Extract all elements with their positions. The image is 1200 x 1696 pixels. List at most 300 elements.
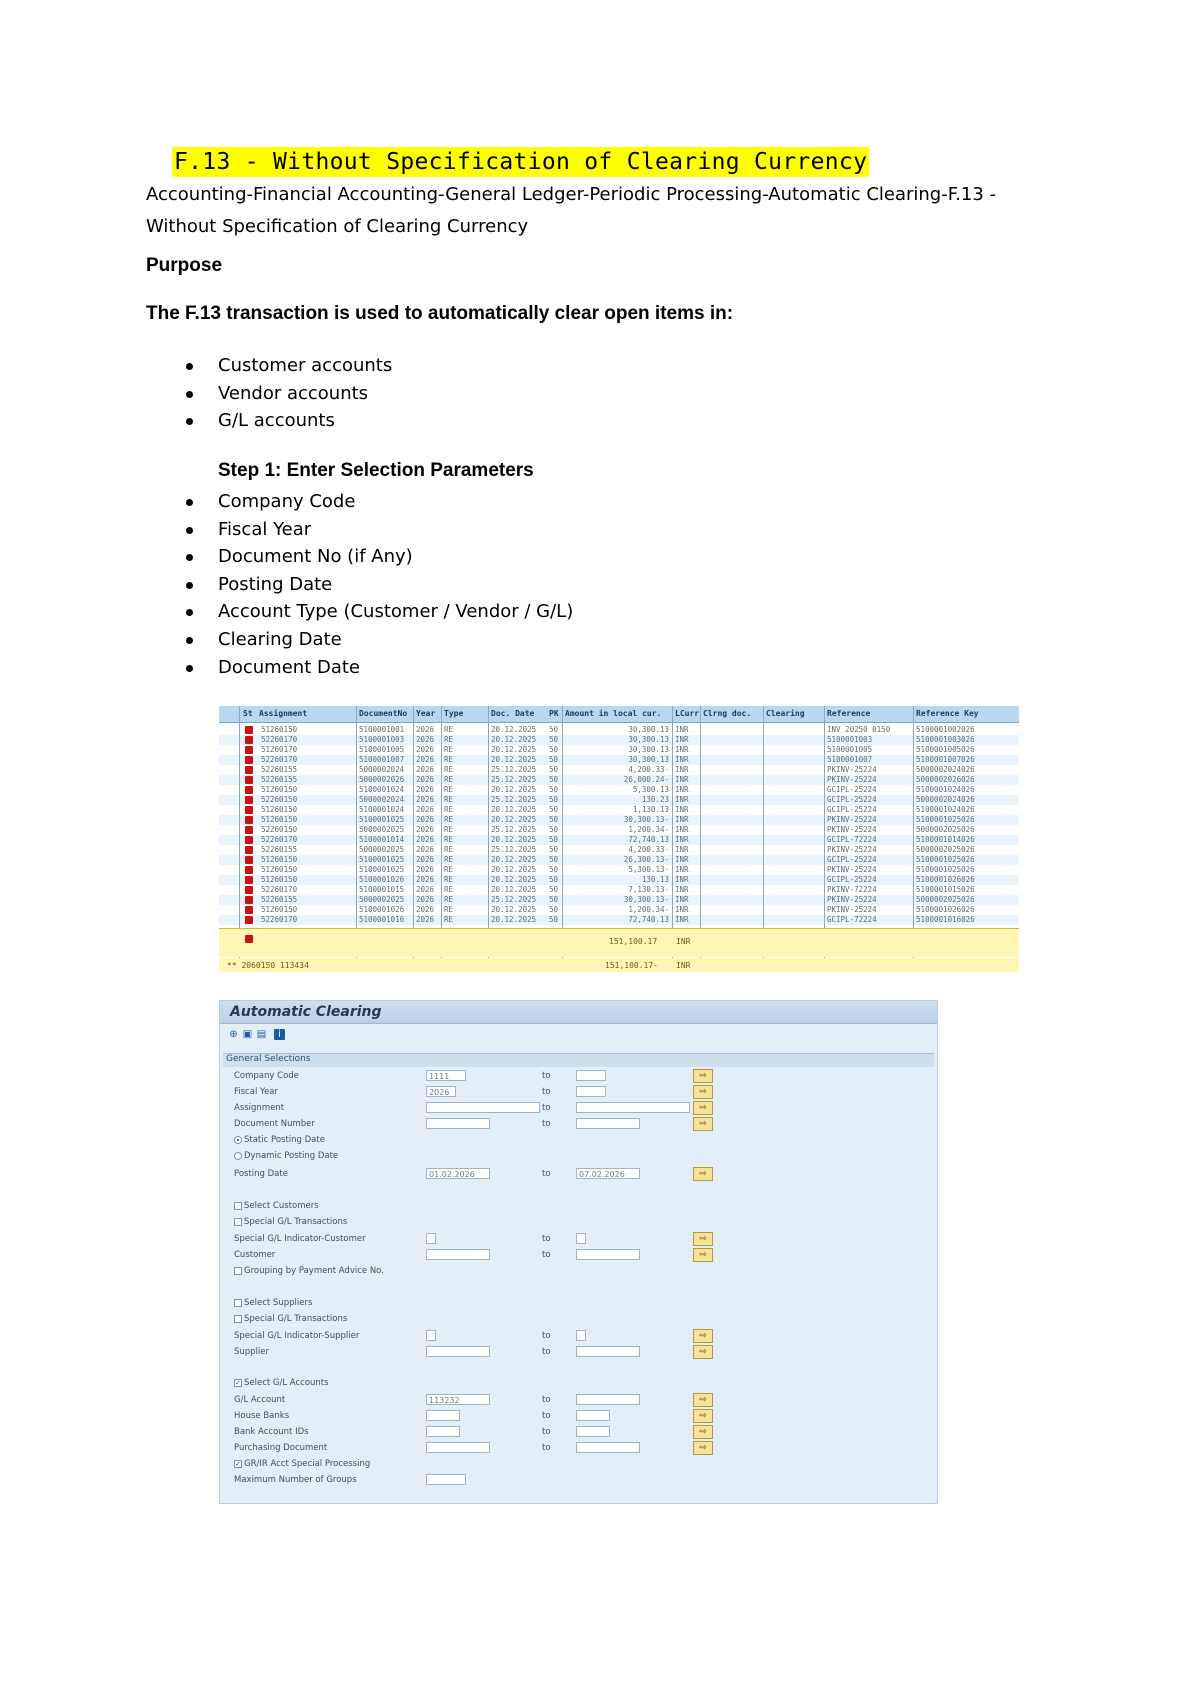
automatic-clearing-screenshot	[219, 1000, 938, 1504]
multiple-selection-button[interactable]: ⇨	[693, 1167, 713, 1181]
info-icon[interactable]: i	[274, 1029, 285, 1040]
sap-title-bar	[220, 1001, 937, 1024]
table-cell: RE	[444, 845, 454, 854]
table-cell: 25.12.2025	[491, 775, 537, 784]
table-cell: 5000002025	[359, 845, 405, 854]
col-header: Assignment	[259, 709, 308, 718]
table-cell: 5000002024	[359, 765, 405, 774]
total-status-icon	[245, 935, 253, 943]
save-variant-icon[interactable]: ▣	[242, 1029, 253, 1040]
table-cell: 5100001003	[827, 735, 873, 744]
fiscal-year-from-field[interactable]: 2026	[426, 1086, 456, 1097]
table-cell: 2026	[416, 745, 435, 754]
table-cell: 5100001014026	[916, 835, 975, 844]
table-cell: RE	[444, 815, 454, 824]
list-item: Company Code	[180, 488, 573, 516]
customer-from-field[interactable]	[426, 1249, 490, 1260]
to-label: to	[542, 1103, 551, 1113]
special-gl-ind-supplier-label: Special G/L Indicator-Supplier	[234, 1331, 360, 1341]
account-type-list	[180, 352, 392, 435]
grid-subtotal-row	[219, 958, 1019, 972]
table-cell: PKINV-25224	[827, 905, 877, 914]
col-header: DocumentNo	[359, 709, 408, 718]
supplier-label: Supplier	[234, 1347, 270, 1357]
table-cell: RE	[444, 725, 454, 734]
assignment-from-field[interactable]	[426, 1102, 540, 1113]
fiscal-year-to-field[interactable]	[576, 1086, 606, 1097]
table-row	[219, 815, 1019, 825]
col-divider	[356, 706, 357, 958]
posting-date-from-field[interactable]: 01.02.2026	[426, 1168, 490, 1179]
purchasing-document-to-field[interactable]	[576, 1442, 640, 1453]
to-label: to	[542, 1427, 551, 1437]
house-banks-to-field[interactable]	[576, 1410, 610, 1421]
table-cell: GCIPL-72224	[827, 915, 877, 924]
to-label: to	[542, 1071, 551, 1081]
status-icon	[245, 826, 253, 834]
customer-label: Customer	[234, 1250, 276, 1260]
table-cell: 5100001005026	[916, 745, 975, 754]
table-cell: 2026	[416, 915, 435, 924]
table-cell: 2026	[416, 855, 435, 864]
table-row	[219, 905, 1019, 915]
table-cell: PKINV-72224	[827, 885, 877, 894]
table-cell: 52260170	[261, 915, 298, 924]
static-posting-date-radio[interactable]	[234, 1136, 242, 1144]
table-cell: 2026	[416, 885, 435, 894]
table-row	[219, 805, 1019, 815]
table-cell: 50	[549, 735, 559, 744]
table-row	[219, 885, 1019, 895]
list-item: Document No (if Any)	[180, 543, 573, 571]
execute-icon[interactable]: ⊕	[229, 1029, 238, 1040]
table-cell: 51260170	[261, 745, 298, 754]
list-item: Fiscal Year	[180, 516, 573, 544]
table-cell: 2026	[416, 735, 435, 744]
col-divider	[913, 706, 914, 958]
table-cell: 20.12.2025	[491, 735, 537, 744]
list-item: Customer accounts	[180, 352, 392, 380]
open-items-grid-screenshot	[219, 706, 1019, 974]
table-row	[219, 865, 1019, 875]
table-cell: 50	[549, 865, 559, 874]
table-cell: INR	[675, 865, 689, 874]
max-groups-field[interactable]	[426, 1474, 466, 1485]
grir-special-checkbox[interactable]: ✓	[235, 1460, 241, 1468]
select-gl-label: Select G/L Accounts	[244, 1378, 329, 1388]
grouping-advice-label: Grouping by Payment Advice No.	[244, 1266, 384, 1276]
table-cell: INV 20250 0150	[827, 725, 891, 734]
table-cell: RE	[444, 855, 454, 864]
multiple-selection-button[interactable]: ⇨	[693, 1069, 713, 1083]
table-cell: 20.12.2025	[491, 745, 537, 754]
to-label: to	[542, 1443, 551, 1453]
status-icon	[245, 836, 253, 844]
house-banks-from-field[interactable]	[426, 1410, 460, 1421]
table-cell: 5,300.13-	[628, 865, 669, 874]
table-row	[219, 845, 1019, 855]
table-cell: RE	[444, 745, 454, 754]
table-cell: 2026	[416, 845, 435, 854]
table-cell: 50	[549, 775, 559, 784]
table-cell: 5,300.13	[632, 785, 669, 794]
col-header: Year	[416, 709, 436, 718]
fiscal-year-label: Fiscal Year	[234, 1087, 279, 1097]
company-code-label: Company Code	[234, 1071, 299, 1081]
table-cell: PKINV-25224	[827, 765, 877, 774]
table-cell: RE	[444, 755, 454, 764]
table-cell: 2026	[416, 805, 435, 814]
table-cell: GCIPL-25224	[827, 795, 877, 804]
table-cell: INR	[675, 825, 689, 834]
supplier-to-field[interactable]	[576, 1346, 640, 1357]
table-cell: INR	[675, 885, 689, 894]
table-cell: 5100001025026	[916, 815, 975, 824]
table-cell: 20.12.2025	[491, 875, 537, 884]
table-cell: INR	[675, 905, 689, 914]
col-divider	[488, 706, 489, 958]
status-icon	[245, 726, 253, 734]
table-cell: 50	[549, 815, 559, 824]
total-currency: INR	[676, 937, 691, 946]
table-cell: 50	[549, 805, 559, 814]
table-cell: INR	[675, 725, 689, 734]
special-gl-supplier-label: Special G/L Transactions	[244, 1314, 348, 1324]
table-cell: 5100001026	[359, 905, 405, 914]
col-header: LCurr	[675, 709, 700, 718]
document-number-to-field[interactable]	[576, 1118, 640, 1129]
col-header: Reference	[827, 709, 871, 718]
multiple-selection-button[interactable]: ⇨	[693, 1248, 713, 1262]
table-cell: 50	[549, 745, 559, 754]
supplier-from-field[interactable]	[426, 1346, 490, 1357]
table-cell: 51260150	[261, 865, 298, 874]
table-cell: 26,000.24-	[623, 775, 669, 784]
general-selections-section	[223, 1053, 934, 1067]
table-cell: 20.12.2025	[491, 855, 537, 864]
table-cell: 25.12.2025	[491, 765, 537, 774]
table-cell: 51260150	[261, 815, 298, 824]
table-cell: 20.12.2025	[491, 785, 537, 794]
table-cell: 50	[549, 895, 559, 904]
multiple-selection-button[interactable]: ⇨	[693, 1409, 713, 1423]
get-variant-icon[interactable]: ▤	[256, 1029, 267, 1040]
list-item: Posting Date	[180, 571, 573, 599]
customer-to-field[interactable]	[576, 1249, 640, 1260]
table-cell: PKINV-25224	[827, 865, 877, 874]
company-code-from-field[interactable]: 1111	[426, 1070, 466, 1081]
table-cell: 5100001024	[359, 805, 405, 814]
table-cell: 5100001015	[359, 885, 405, 894]
table-cell: 25.12.2025	[491, 895, 537, 904]
table-cell: 1,130.13	[632, 805, 669, 814]
table-cell: 2026	[416, 765, 435, 774]
table-cell: 5100001007	[827, 755, 873, 764]
gl-account-from-field[interactable]: 113232	[426, 1394, 490, 1405]
table-cell: 2026	[416, 865, 435, 874]
table-cell: 52260170	[261, 735, 298, 744]
multiple-selection-button[interactable]: ⇨	[693, 1101, 713, 1115]
to-label: to	[542, 1087, 551, 1097]
list-item: Document Date	[180, 654, 573, 682]
company-code-to-field[interactable]	[576, 1070, 606, 1081]
table-cell: 5100001007026	[916, 755, 975, 764]
table-cell: PKINV-25224	[827, 845, 877, 854]
special-gl-ind-supplier-to-field[interactable]	[576, 1330, 586, 1341]
document-number-label: Document Number	[234, 1119, 315, 1129]
table-cell: 20.12.2025	[491, 805, 537, 814]
table-cell: 72,740.13	[628, 915, 669, 924]
select-customers-checkbox[interactable]	[234, 1202, 242, 1210]
multiple-selection-button[interactable]: ⇨	[693, 1345, 713, 1359]
table-cell: 5100001003	[359, 735, 405, 744]
table-cell: 30,300.13	[628, 745, 669, 754]
to-label: to	[542, 1169, 551, 1179]
posting-date-to-field[interactable]: 07.02.2026	[576, 1168, 640, 1179]
table-cell: 25.12.2025	[491, 795, 537, 804]
gl-account-to-field[interactable]	[576, 1394, 640, 1405]
table-cell: INR	[675, 915, 689, 924]
table-cell: RE	[444, 825, 454, 834]
table-cell: 5100001025026	[916, 855, 975, 864]
table-cell: 2026	[416, 755, 435, 764]
grid-header	[219, 706, 1019, 723]
table-cell: INR	[675, 845, 689, 854]
table-cell: 2026	[416, 785, 435, 794]
table-cell: 5000002025026	[916, 895, 975, 904]
table-row	[219, 745, 1019, 755]
table-cell: 26,300.13-	[623, 855, 669, 864]
table-cell: 52260170	[261, 885, 298, 894]
status-icon	[245, 886, 253, 894]
max-groups-label: Maximum Number of Groups	[234, 1475, 357, 1485]
table-row	[219, 795, 1019, 805]
special-gl-ind-customer-label: Special G/L Indicator-Customer	[234, 1234, 366, 1244]
table-cell: 2026	[416, 775, 435, 784]
table-cell: 2026	[416, 905, 435, 914]
to-label: to	[542, 1234, 551, 1244]
page-title: F.13 - Without Specification of Clearing Currency	[174, 149, 868, 175]
table-cell: 50	[549, 795, 559, 804]
table-cell: 20.12.2025	[491, 905, 537, 914]
table-cell: 2026	[416, 825, 435, 834]
table-cell: 52260170	[261, 755, 298, 764]
special-gl-customer-checkbox[interactable]	[234, 1218, 242, 1226]
table-cell: 5100001003026	[916, 735, 975, 744]
table-row	[219, 725, 1019, 735]
table-cell: 5100001016026	[916, 915, 975, 924]
to-label: to	[542, 1411, 551, 1421]
table-cell: 5000002026	[359, 775, 405, 784]
table-cell: 30,300.13	[628, 735, 669, 744]
table-cell: 5100001025	[359, 815, 405, 824]
list-item: Vendor accounts	[180, 380, 392, 408]
table-cell: 50	[549, 835, 559, 844]
table-cell: 5000002026026	[916, 775, 975, 784]
special-gl-ind-supplier-from-field[interactable]	[426, 1330, 436, 1341]
table-cell: RE	[444, 775, 454, 784]
table-cell: 20.12.2025	[491, 725, 537, 734]
to-label: to	[542, 1331, 551, 1341]
multiple-selection-button[interactable]: ⇨	[693, 1085, 713, 1099]
table-cell: RE	[444, 805, 454, 814]
table-row	[219, 735, 1019, 745]
table-cell: RE	[444, 865, 454, 874]
purchasing-document-from-field[interactable]	[426, 1442, 490, 1453]
table-cell: GCIPL-72224	[827, 835, 877, 844]
table-cell: 5100001026026	[916, 905, 975, 914]
list-item: Account Type (Customer / Vendor / G/L)	[180, 598, 573, 626]
table-cell: 30,300.13-	[623, 895, 669, 904]
table-cell: INR	[675, 875, 689, 884]
multiple-selection-button[interactable]: ⇨	[693, 1117, 713, 1131]
table-cell: 1,200.34-	[628, 905, 669, 914]
status-icon	[245, 806, 253, 814]
table-cell: 5100001025026	[916, 865, 975, 874]
table-cell: PKINV-25224	[827, 775, 877, 784]
table-cell: PKINV-25224	[827, 825, 877, 834]
col-header: Type	[444, 709, 464, 718]
table-cell: 20.12.2025	[491, 885, 537, 894]
table-cell: RE	[444, 765, 454, 774]
dynamic-posting-date-radio[interactable]	[234, 1152, 242, 1160]
table-cell: 1,200.34-	[628, 825, 669, 834]
table-cell: 5100001007	[359, 755, 405, 764]
table-row	[219, 775, 1019, 785]
table-cell: INR	[675, 805, 689, 814]
table-cell: RE	[444, 795, 454, 804]
grouping-advice-checkbox[interactable]	[234, 1267, 242, 1275]
bank-account-ids-to-field[interactable]	[576, 1426, 610, 1437]
table-cell: INR	[675, 775, 689, 784]
table-row	[219, 755, 1019, 765]
table-cell: RE	[444, 895, 454, 904]
table-row	[219, 895, 1019, 905]
table-cell: 52260155	[261, 775, 298, 784]
col-header: Clearing	[766, 709, 805, 718]
table-cell: 4,200.33-	[628, 845, 669, 854]
to-label: to	[542, 1119, 551, 1129]
special-gl-supplier-checkbox[interactable]	[234, 1315, 242, 1323]
special-gl-ind-customer-from-field[interactable]	[426, 1233, 436, 1244]
col-divider	[562, 706, 563, 958]
table-cell: 130.13	[641, 875, 669, 884]
col-header: Reference Key	[916, 709, 979, 718]
table-cell: 5000002024026	[916, 765, 975, 774]
table-cell: 5000002025	[359, 895, 405, 904]
special-gl-ind-customer-to-field[interactable]	[576, 1233, 586, 1244]
special-gl-customer-label: Special G/L Transactions	[244, 1217, 348, 1227]
table-cell: INR	[675, 735, 689, 744]
select-suppliers-checkbox[interactable]	[234, 1299, 242, 1307]
col-divider	[763, 706, 764, 958]
table-cell: PKINV-25224	[827, 815, 877, 824]
grid-total-row	[219, 928, 1019, 957]
multiple-selection-button[interactable]: ⇨	[693, 1441, 713, 1455]
col-divider	[239, 706, 240, 958]
table-cell: RE	[444, 735, 454, 744]
multiple-selection-button[interactable]: ⇨	[693, 1232, 713, 1246]
col-header: Clrng doc.	[703, 709, 752, 718]
status-icon	[245, 876, 253, 884]
table-cell: 72,740.13	[628, 835, 669, 844]
table-cell: GCIPL-25224	[827, 875, 877, 884]
house-banks-label: House Banks	[234, 1411, 290, 1421]
col-divider	[413, 706, 414, 958]
document-number-from-field[interactable]	[426, 1118, 490, 1129]
to-label: to	[542, 1250, 551, 1260]
table-cell: 5000002024	[359, 795, 405, 804]
table-row	[219, 855, 1019, 865]
subtotal-currency: INR	[676, 961, 691, 970]
section-title: General Selections	[226, 1054, 311, 1064]
table-cell: 4,200.33-	[628, 765, 669, 774]
table-cell: 51260150	[261, 855, 298, 864]
table-cell: 130.23	[641, 795, 669, 804]
table-cell: GCIPL-25224	[827, 855, 877, 864]
col-divider	[672, 706, 673, 958]
table-cell: 51260150	[261, 905, 298, 914]
table-cell: 2026	[416, 795, 435, 804]
table-cell: 7,130.13-	[628, 885, 669, 894]
table-cell: 50	[549, 725, 559, 734]
status-icon	[245, 766, 253, 774]
status-icon	[245, 856, 253, 864]
table-cell: 50	[549, 845, 559, 854]
to-label: to	[542, 1395, 551, 1405]
multiple-selection-button[interactable]: ⇨	[693, 1329, 713, 1343]
status-icon	[245, 756, 253, 764]
table-cell: 5100001025	[359, 865, 405, 874]
table-cell: 30,300.13	[628, 725, 669, 734]
bank-account-ids-from-field[interactable]	[426, 1426, 460, 1437]
select-suppliers-label: Select Suppliers	[244, 1298, 313, 1308]
posting-date-label: Posting Date	[234, 1169, 288, 1179]
table-cell: 51260150	[261, 725, 298, 734]
table-cell: RE	[444, 915, 454, 924]
status-icon	[245, 906, 253, 914]
table-cell: INR	[675, 765, 689, 774]
table-cell: 50	[549, 755, 559, 764]
table-cell: 51260150	[261, 875, 298, 884]
table-cell: 5100001015026	[916, 885, 975, 894]
table-cell: 20.12.2025	[491, 835, 537, 844]
table-cell: INR	[675, 755, 689, 764]
select-gl-checkbox[interactable]: ✓	[235, 1379, 241, 1387]
step1-heading: Step 1: Enter Selection Parameters	[218, 460, 534, 481]
table-cell: 50	[549, 875, 559, 884]
multiple-selection-button[interactable]: ⇨	[693, 1393, 713, 1407]
bank-account-ids-label: Bank Account IDs	[234, 1427, 309, 1437]
assignment-to-field[interactable]	[576, 1102, 690, 1113]
table-cell: 2026	[416, 815, 435, 824]
table-cell: 50	[549, 905, 559, 914]
table-cell: 50	[549, 885, 559, 894]
table-cell: RE	[444, 875, 454, 884]
intro-statement: The F.13 transaction is used to automatically clear open items in:	[146, 303, 734, 324]
table-cell: 5100001024026	[916, 805, 975, 814]
multiple-selection-button[interactable]: ⇨	[693, 1425, 713, 1439]
list-item: Clearing Date	[180, 626, 573, 654]
table-cell: 50	[549, 765, 559, 774]
table-cell: 25.12.2025	[491, 825, 537, 834]
table-cell: 5100001014	[359, 835, 405, 844]
status-icon	[245, 866, 253, 874]
table-cell: GCIPL-25224	[827, 805, 877, 814]
table-cell: 5000002025026	[916, 825, 975, 834]
table-cell: 52260155	[261, 895, 298, 904]
table-cell: RE	[444, 835, 454, 844]
